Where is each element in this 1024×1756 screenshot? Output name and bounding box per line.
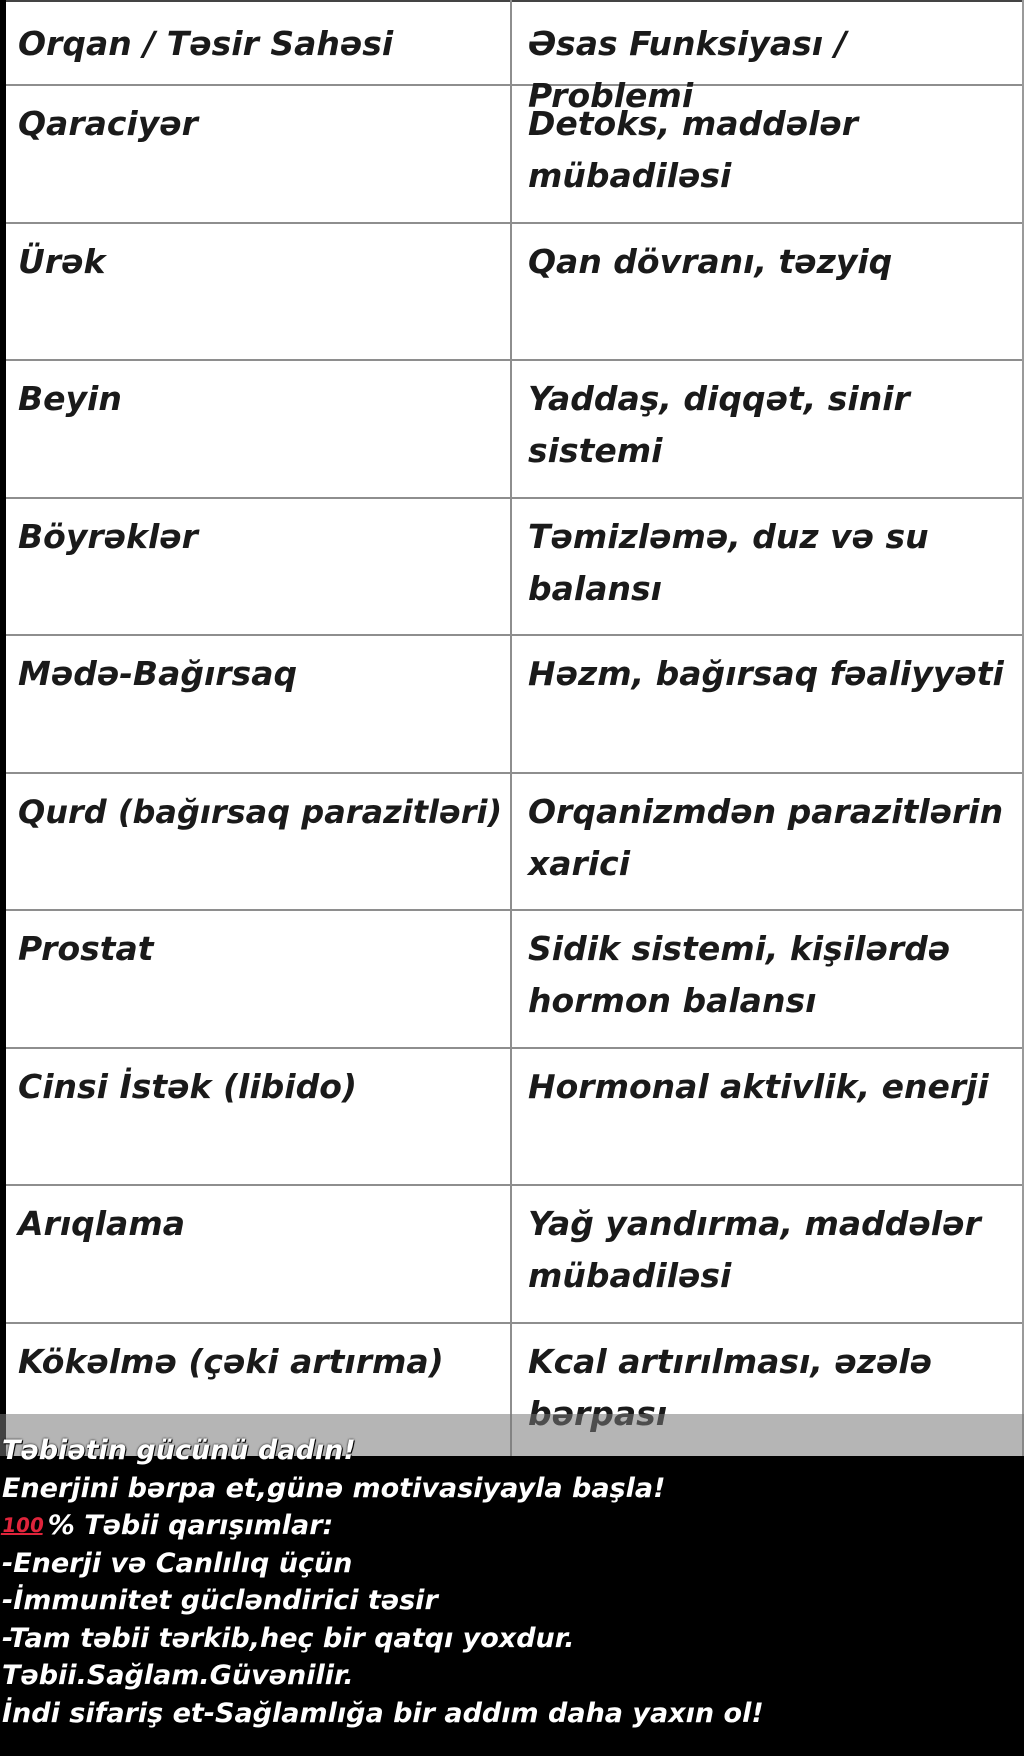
function-cell: Sidik sistemi, kişilərdə hormon balansı [528, 929, 951, 1020]
promo-line: -İmmunitet gücləndirici təsir [2, 1585, 438, 1616]
organ-cell: Qurd (bağırsaq parazitləri) [18, 793, 503, 831]
table-row [6, 86, 1022, 224]
table-row [6, 774, 1022, 911]
function-cell: Orqanizmdən parazitlərin xarici [528, 792, 1004, 883]
function-cell: Yaddaş, diqqət, sinir sistemi [528, 379, 910, 470]
table-header-row [6, 0, 1022, 115]
table-row [6, 499, 1022, 636]
table-row [6, 911, 1022, 1049]
function-cell: Kcal artırılması, əzələ [528, 1342, 933, 1381]
promo-line: Enerjini bərpa et,günə motivasiyayla başla! [2, 1472, 666, 1504]
organ-cell: Ürək [18, 242, 106, 281]
promo-line-text: % Təbii qarışımlar: [47, 1510, 334, 1541]
promo-line: -Enerji və Canlılıq üçün [2, 1547, 353, 1579]
function-cell: Həzm, bağırsaq fəaliyyəti [528, 654, 1004, 693]
organ-cell: Cinsi İstək (libido) [18, 1067, 357, 1106]
function-cell: Hormonal aktivlik, enerji [528, 1067, 989, 1106]
function-cell: Təmizləmə, duz və su balansı [528, 517, 929, 608]
promo-line: Təbii.Sağlam.Güvənilir. [2, 1660, 354, 1691]
table-row [6, 224, 1022, 361]
function-cell: Detoks, maddələr mübadiləsi [528, 104, 859, 195]
organ-cell: Böyrəklər [18, 517, 198, 556]
organ-cell: Arıqlama [18, 1204, 185, 1243]
table-row [6, 1186, 1022, 1324]
header-organ: Orqan / Təsir Sahəsi [18, 24, 394, 63]
function-cell: Yağ yandırma, maddələr mübadiləsi [528, 1204, 981, 1295]
promo-line: Təbiətin gücünü dadın! [2, 1435, 356, 1466]
organ-cell: Beyin [18, 379, 122, 418]
table-row [6, 1049, 1022, 1186]
promo-line: İndi sifariş et-Sağlamlığa bir addım daha yaxın ol! [2, 1697, 764, 1729]
organ-cell: Prostat [18, 929, 154, 968]
promo-line: -Tam təbii tərkib,heç bir qatqı yoxdur. [2, 1622, 575, 1654]
promo-caption [2, 1432, 1022, 1732]
hundred-points-icon: 100 [0, 1513, 46, 1537]
organ-cell: Kökəlmə (çəki artırma) [18, 1342, 444, 1381]
header-function: Əsas Funksiyası / Problemi [528, 24, 847, 115]
table-row [6, 361, 1022, 499]
function-cell: Qan dövranı, təzyiq [528, 242, 893, 281]
table-row [6, 636, 1022, 774]
organ-cell: Qaraciyər [18, 104, 198, 143]
organ-cell: Mədə-Bağırsaq [18, 654, 298, 693]
promo-line-natural-mixes [2, 1507, 1022, 1545]
